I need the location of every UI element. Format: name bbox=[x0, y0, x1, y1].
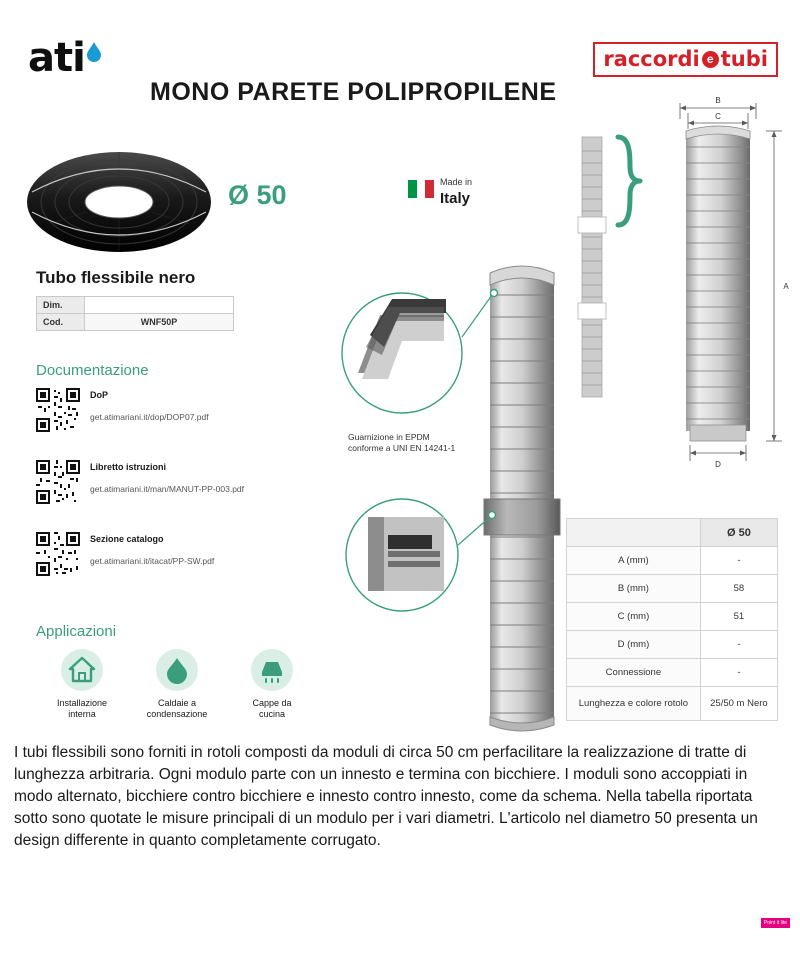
callout-line-2: conforme a UNI EN 14241-1 bbox=[348, 443, 456, 453]
ati-logo-text: ati bbox=[28, 35, 85, 81]
ati-logo bbox=[28, 35, 85, 81]
range-hood-icon bbox=[250, 648, 294, 692]
spec-value-lunghezza: 25/50 m Nero bbox=[700, 687, 777, 721]
doc-item-libretto[interactable] bbox=[36, 460, 336, 518]
italian-flag-icon bbox=[408, 180, 434, 198]
application-item-cappe bbox=[226, 648, 318, 720]
raccordi-dot: e bbox=[702, 51, 719, 68]
qr-code-icon[interactable] bbox=[36, 460, 80, 504]
doc-url[interactable]: get.atimariani.it/itacat/PP-SW.pdf bbox=[90, 556, 215, 566]
cod-value: WNF50P bbox=[85, 314, 234, 331]
table-row bbox=[567, 547, 778, 575]
table-row bbox=[567, 603, 778, 631]
documentation-title: Documentazione bbox=[36, 362, 149, 379]
callout-line-1: Guarnizione in EPDM bbox=[348, 432, 430, 442]
water-drop-icon bbox=[155, 648, 199, 692]
spec-value-c: 51 bbox=[700, 603, 777, 631]
table-row bbox=[567, 687, 778, 721]
spec-header-blank bbox=[567, 519, 701, 547]
table-row bbox=[567, 575, 778, 603]
diameter-label: Ø 50 bbox=[228, 180, 287, 210]
table-row bbox=[567, 631, 778, 659]
spec-value-connessione: - bbox=[700, 659, 777, 687]
dim-label: Dim. bbox=[37, 297, 85, 314]
svg-text:A: A bbox=[783, 282, 789, 291]
application-label: Installazione interna bbox=[56, 698, 108, 719]
raccordi-text: raccordi bbox=[603, 47, 700, 71]
qr-code-icon[interactable] bbox=[36, 388, 80, 432]
dim-value bbox=[85, 297, 234, 314]
svg-text:D: D bbox=[715, 460, 721, 469]
application-item-installazione-interna bbox=[36, 648, 128, 720]
spec-header-diameter: Ø 50 bbox=[700, 519, 777, 547]
doc-item-sezione-catalogo[interactable] bbox=[36, 532, 336, 590]
application-label: Caldaie a condensazione bbox=[146, 698, 208, 719]
table-row bbox=[37, 314, 234, 331]
product-name: Tubo flessibile nero bbox=[36, 268, 196, 287]
spec-label-a: A (mm) bbox=[567, 547, 701, 575]
spec-label-d: D (mm) bbox=[567, 631, 701, 659]
svg-text:B: B bbox=[715, 96, 721, 105]
table-row bbox=[567, 659, 778, 687]
specification-table bbox=[566, 518, 778, 721]
dimension-diagram bbox=[560, 95, 796, 495]
description-paragraph: I tubi flessibili sono forniti in rotoli composti da moduli di circa 50 cm perfacilitare la realizzazione di tratte di lunghezza arbitraria. Ogni modulo parte con un innesto e termina con bicchiere. I moduli sono accoppiati in modo alternato, bicchiere contro bicchiere e innesto contro innesto, come da schema. Nella tabella riportata sotto sono quotate le misure principali di un modulo per i vari diametri. L'articolo nel diametro 50 presenta un design differente in quanto completamente corrugato. bbox=[14, 744, 758, 849]
spec-label-c: C (mm) bbox=[567, 603, 701, 631]
made-in-label: Made in bbox=[440, 177, 473, 187]
page-title: MONO PARETE POLIPROPILENE bbox=[150, 78, 557, 106]
doc-item-dop[interactable] bbox=[36, 388, 336, 446]
product-photo-coil bbox=[24, 140, 219, 255]
doc-url[interactable]: get.atimariani.it/man/MANUT-PP-003.pdf bbox=[90, 484, 245, 494]
gasket-callout-text bbox=[348, 432, 455, 454]
doc-url[interactable]: get.atimariani.it/dop/DOP07.pdf bbox=[90, 412, 209, 422]
applications-list bbox=[36, 648, 326, 728]
product-code-table bbox=[36, 296, 234, 331]
tubi-text: tubi bbox=[720, 47, 768, 71]
italy-label: Italy bbox=[440, 190, 471, 207]
page-header bbox=[0, 0, 800, 106]
product-section-illustration bbox=[340, 255, 565, 735]
made-in-italy-badge bbox=[408, 178, 518, 222]
footer-badge: Point it lite bbox=[761, 918, 790, 928]
spec-value-d: - bbox=[700, 631, 777, 659]
application-item-caldaie bbox=[131, 648, 223, 720]
doc-name: Sezione catalogo bbox=[90, 534, 164, 544]
house-icon bbox=[60, 648, 104, 692]
doc-name: Libretto istruzioni bbox=[90, 462, 166, 472]
spec-label-b: B (mm) bbox=[567, 575, 701, 603]
spec-label-lunghezza: Lunghezza e colore rotolo bbox=[567, 687, 701, 721]
spec-value-a: - bbox=[700, 547, 777, 575]
spec-label-connessione: Connessione bbox=[567, 659, 701, 687]
doc-name: DoP bbox=[90, 390, 108, 400]
applications-title: Applicazioni bbox=[36, 623, 117, 640]
table-row bbox=[37, 297, 234, 314]
qr-code-icon[interactable] bbox=[36, 532, 80, 576]
raccordi-tubi-logo bbox=[593, 42, 778, 77]
spec-value-b: 58 bbox=[700, 575, 777, 603]
table-header-row bbox=[567, 519, 778, 547]
svg-text:C: C bbox=[715, 112, 721, 121]
water-drop-icon bbox=[87, 42, 101, 62]
cod-label: Cod. bbox=[37, 314, 85, 331]
application-label: Cappe da cucina bbox=[252, 698, 292, 719]
